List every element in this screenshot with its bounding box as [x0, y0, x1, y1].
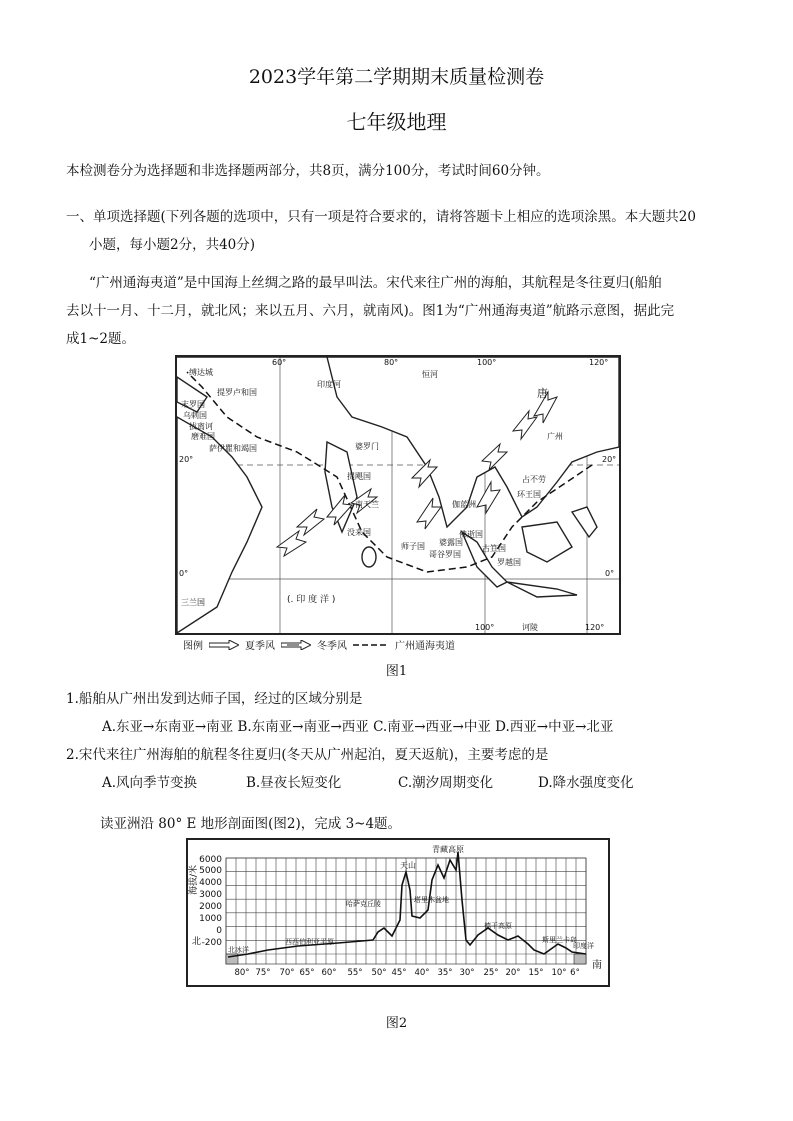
y-tick: 1000 — [199, 914, 222, 924]
legend-winter-label: 冬季风 — [317, 641, 347, 652]
place-label: 师子国 — [401, 542, 425, 551]
place-label: 乌剌国 — [183, 411, 207, 420]
place-label: 哥谷罗国 — [429, 550, 461, 559]
x-tick: 75° — [255, 968, 271, 978]
profile-annotation: 印度洋 — [573, 942, 594, 950]
lat-label: 20° — [602, 455, 617, 464]
summer-monsoon-arrow — [277, 531, 306, 556]
x-tick: 20° — [505, 968, 521, 978]
passage1-line1: “广州通海夷道”是中国海上丝绸之路的最早叫法。宋代来往广州的海舶，其航程是冬往夏归(船舶 — [89, 275, 662, 291]
x-tick: 15° — [528, 968, 544, 978]
section1-heading-line1: 一、单项选择题(下列各题的选项中，只有一项是符合要求的，请将答题卡上相应的选项涂黑。本大题共20 — [66, 209, 696, 225]
winter-monsoon-legend-icon — [281, 640, 311, 650]
place-label: 印度河 — [317, 380, 341, 389]
figure2-caption: 图2 — [385, 1016, 408, 1031]
java — [507, 582, 577, 597]
legend-route-label: 广州通海夷道 — [395, 641, 455, 652]
x-tick: 30° — [459, 968, 475, 978]
map-legend — [183, 637, 613, 652]
question1-stem: 1.船舶从广州出发到达师子国，经过的区域分别是 — [66, 691, 363, 707]
x-tick: 60° — [321, 968, 337, 978]
place-label: 缚达城 — [189, 368, 213, 377]
passage2: 读亚洲沿 80° E 地形剖面图(图2)，完成 3~4题。 — [100, 816, 402, 832]
place-label: 恒河 — [422, 370, 438, 379]
place-label: 古笪国 — [482, 544, 506, 553]
terrain-profile-svg — [188, 840, 608, 985]
profile-annotation: 青藏高原 — [432, 845, 464, 854]
legend-summer-label: 夏季风 — [245, 641, 275, 652]
legend-prefix: 图例 — [183, 641, 203, 652]
exam-subtitle: 七年级地理 — [346, 110, 447, 134]
profile-annotation: 哈萨克丘陵 — [346, 900, 381, 908]
x-tick: 40° — [414, 968, 430, 978]
place-label: 诃陵 — [522, 623, 538, 632]
profile-annotation: 德干高原 — [484, 922, 512, 930]
terrain-profile-figure — [186, 838, 610, 987]
place-label: 萨伊瞿和竭国 — [209, 444, 257, 453]
y-tick: 4000 — [199, 878, 222, 888]
route-map-figure — [175, 355, 621, 635]
lon-label: 60° — [272, 358, 287, 367]
lon-label: 80° — [384, 358, 399, 367]
question2-stem: 2.宋代来往广州海舶的航程冬往夏归(冬天从广州起泊，夏天返航)，主要考虑的是 — [66, 747, 549, 763]
summer-monsoon-arrow — [297, 509, 324, 535]
lon-label: 120° — [585, 623, 605, 632]
lon-label: 100° — [475, 623, 495, 632]
place-label: 婆罗门 — [355, 442, 379, 451]
x-tick: 80° — [234, 968, 250, 978]
summer-monsoon-arrow — [477, 482, 500, 513]
passage1-line3: 成1~2题。 — [66, 331, 135, 347]
x-tick: 65° — [299, 968, 315, 978]
y-tick: 5000 — [199, 866, 222, 876]
exam-title: 2023学年第二学期期末质量检测卷 — [248, 66, 545, 88]
south-label: 南 — [592, 960, 602, 971]
y-tick: 6000 — [199, 855, 222, 865]
x-tick: 6° — [570, 968, 580, 978]
profile-annotation: 西西伯利亚平原 — [285, 938, 334, 946]
lat-label: 0° — [605, 569, 615, 578]
x-tick: 10° — [551, 968, 567, 978]
place-label: 婆露国 — [439, 538, 463, 547]
figure1-caption: 图1 — [385, 664, 408, 679]
x-tick: 45° — [391, 968, 407, 978]
y-axis-title: 海拔/米 — [189, 864, 199, 895]
route-legend-icon — [353, 640, 389, 650]
place-label: 广州 — [547, 432, 563, 441]
place-label: 环王国 — [517, 490, 541, 499]
south-end-box — [574, 954, 586, 964]
place-label: 南天竺 — [355, 500, 379, 509]
philippines — [572, 507, 597, 537]
y-tick: 2000 — [199, 902, 222, 912]
passage1-line2: 去以十一月、十二月，就北风；来以五月、六月，就南风)。图1为“广州通海夷道”航路示意图，据此完 — [66, 303, 675, 319]
profile-annotation: 北冰洋 — [228, 946, 249, 954]
profile-annotation: 塔里木盆地 — [414, 896, 449, 904]
question2-option-b: B.昼夜长短变化 — [246, 775, 342, 791]
profile-annotation: 天山 — [400, 861, 416, 870]
place-label: 伽蓝洲 — [452, 500, 476, 509]
x-tick: 50° — [371, 968, 387, 978]
question1-options: A.东亚→东南亚→南亚 B.东南亚→南亚→西亚 C.南亚→西亚→中亚 D.西亚→中亚→北亚 — [102, 719, 614, 735]
x-tick: 55° — [347, 968, 363, 978]
lat-label: 20° — [179, 455, 194, 464]
lon-label: 120° — [589, 358, 609, 367]
place-label: 三兰国 — [181, 598, 205, 607]
sri-lanka — [362, 547, 376, 567]
place-label: 占不劳 — [522, 475, 546, 484]
x-tick-group — [234, 968, 579, 978]
lon-label: 100° — [477, 358, 497, 367]
place-label: 没来国 — [347, 528, 371, 537]
y-tick: 0 — [216, 926, 222, 936]
question2-option-d: D.降水强度变化 — [538, 775, 634, 791]
lat-label: 0° — [179, 569, 189, 578]
y-tick: 3000 — [199, 890, 222, 900]
profile-annotation: 斯里兰卡岛 — [542, 936, 577, 944]
place-label: 提罗卢和国 — [217, 388, 257, 397]
place-label: 唐 — [537, 387, 548, 400]
x-tick: 25° — [483, 968, 499, 978]
summer-monsoon-arrow — [417, 498, 441, 529]
route-map-svg — [177, 357, 619, 633]
x-tick: 35° — [437, 968, 453, 978]
place-label: (. 印 度 洋 ) — [287, 595, 336, 605]
section1-heading-line2: 小题，每小题2分，共40分) — [89, 237, 256, 253]
borneo — [522, 522, 572, 562]
north-label: 北 — [192, 937, 202, 947]
x-tick: 70° — [279, 968, 295, 978]
place-label: 佛逝国 — [459, 530, 483, 539]
question2-option-c: C.潮汐周期变化 — [398, 775, 494, 791]
place-label: 提飓国 — [347, 472, 371, 481]
y-tick: -200 — [201, 938, 222, 948]
summer-monsoon-legend-icon — [209, 640, 239, 650]
place-label: 拔离诃 — [189, 422, 213, 431]
place-label: 罗越国 — [497, 558, 521, 567]
place-label: 磨难国 — [191, 432, 215, 441]
exam-intro: 本检测卷分为选择题和非选择题两部分，共8页，满分100分，考试时间60分钟。 — [66, 163, 550, 179]
place-label: 末罗国 — [181, 400, 205, 409]
question2-option-a: A.风向季节变换 — [102, 775, 198, 791]
